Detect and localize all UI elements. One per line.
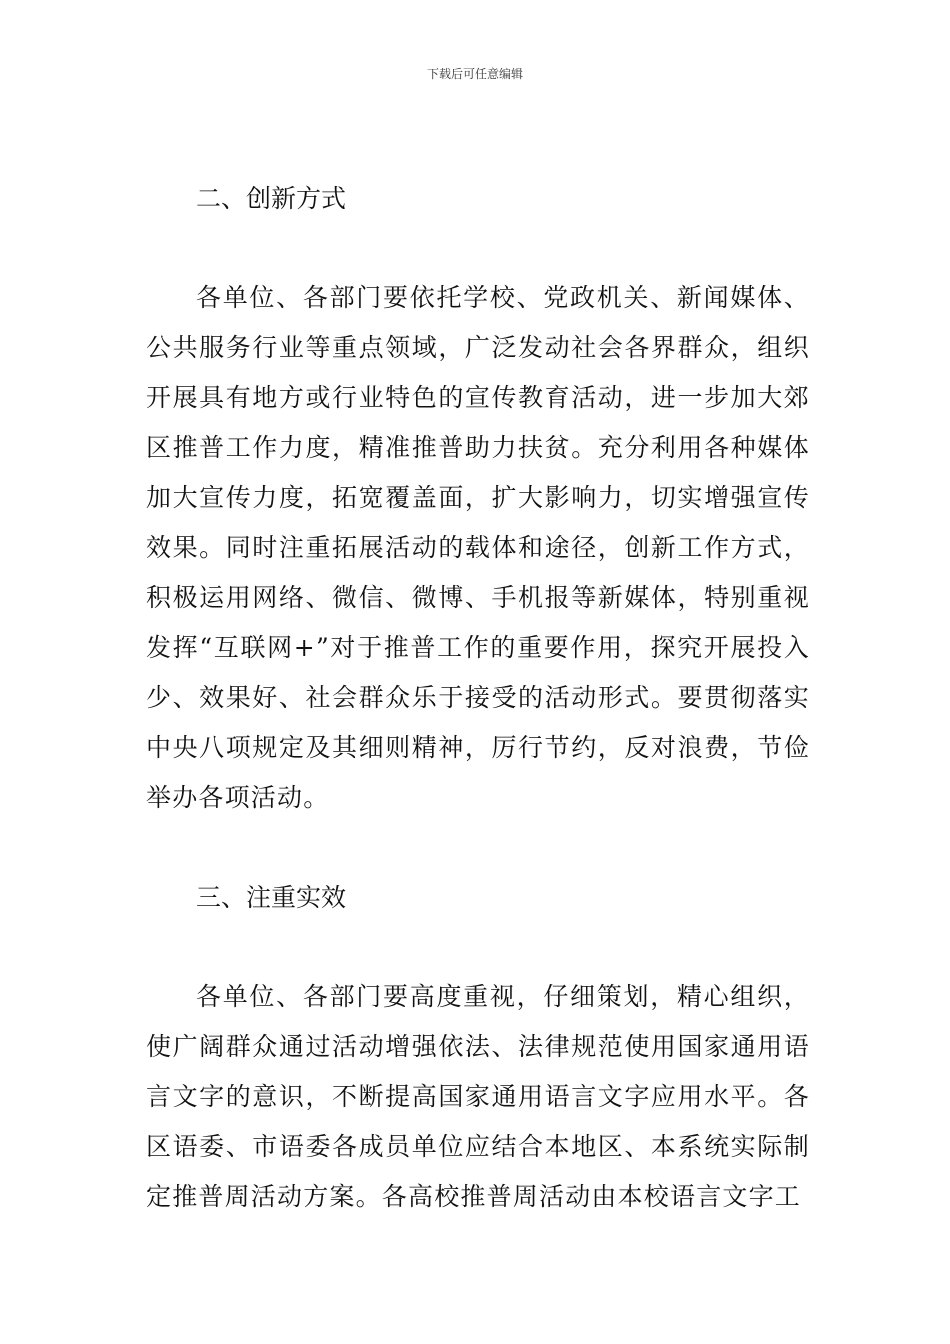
spacer — [146, 224, 810, 273]
spacer — [146, 823, 810, 873]
page-header: 下载后可任意编辑 — [426, 67, 523, 81]
section-paragraph-innovation: 各单位、各部门要依托学校、党政机关、新闻媒体、公共服务行业等重点领域，广泛发动社会各界群众，组织开展具有地方或行业特色的宣传教育活动，进一步加大郊区推普工作力度，精准推普助力扶贫。充分利用各种媒体加大宣传力度，拓宽覆盖面，扩大影响力，切实增强宣传效果。同时注重拓展活动的载体和途径，创新工作方式，积极运用网络、微信、微博、手机报等新媒体，特别重视发挥“互联网+”对于推普工作的重要作用，探究开展投入少、效果好、社会群众乐于接受的活动形式。要贯彻落实中央八项规定及其细则精神，厉行节约，反对浪费，节俭举办各项活动。 — [146, 283, 810, 812]
spacer — [146, 923, 810, 972]
section-paragraph-effectiveness: 各单位、各部门要高度重视，仔细策划，精心组织，使广阔群众通过活动增强依法、法律规范使用国家通用语言文字的意识，不断提高国家通用语言文字应用水平。各区语委、市语委各成员单位应结合本地区、本系统实际制定推普周活动方案。各高校推普周活动由本校语言文字工 — [146, 982, 810, 1211]
section-heading-innovation: 二、创新方式 — [196, 184, 347, 213]
document-body — [146, 174, 810, 1222]
section-heading-effectiveness: 三、注重实效 — [196, 883, 347, 912]
